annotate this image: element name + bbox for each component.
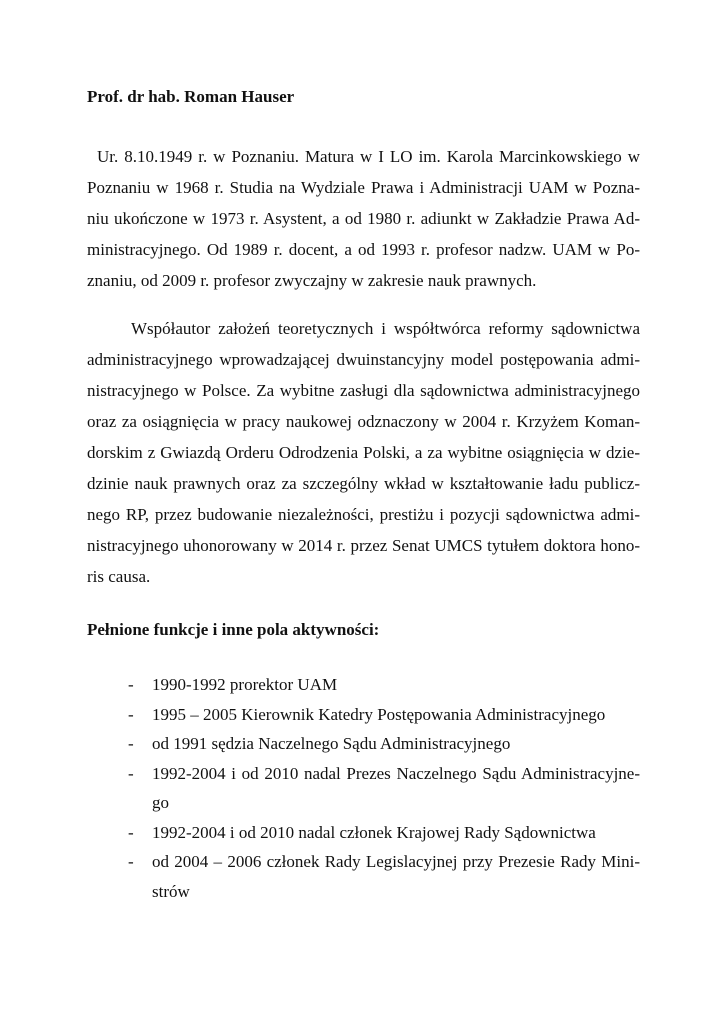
list-bullet: - bbox=[128, 763, 134, 783]
paragraph-line: ris causa. bbox=[87, 567, 151, 586]
paragraph-line: nego RP, przez budowanie niezależności, prestiżu i pozycji sądownictwa admi- bbox=[87, 505, 640, 524]
list-item bbox=[87, 847, 640, 906]
list-item-text: od 1991 sędzia Naczelnego Sądu Administracyjnego bbox=[152, 734, 511, 753]
paragraph-line: oraz za osiągnięcia w pracy naukowej odznaczony w 2004 r. Krzyżem Koman- bbox=[87, 412, 640, 431]
list-bullet: - bbox=[128, 734, 134, 753]
functions-list bbox=[87, 670, 640, 906]
paragraph-line: Ur. 8.10.1949 r. w Poznaniu. Matura w I LO im. Karola Marcinkowskiego w bbox=[97, 147, 640, 166]
section-heading: Pełnione funkcje i inne pola aktywności: bbox=[87, 620, 380, 639]
list-item bbox=[87, 729, 640, 759]
paragraph-line: znaniu, od 2009 r. profesor zwyczajny w zakresie nauk prawnych. bbox=[87, 271, 537, 290]
biography-paragraph bbox=[87, 141, 640, 296]
paragraph-line: nistracyjnego w Polsce. Za wybitne zasługi dla sądownictwa administracyjnego bbox=[87, 381, 640, 400]
list-bullet: - bbox=[128, 822, 134, 842]
paragraph-line: administracyjnego wprowadzającej dwuinstancyjny model postępowania admi- bbox=[87, 350, 640, 369]
list-item bbox=[87, 700, 640, 730]
list-item-text-continuation: strów bbox=[152, 881, 190, 901]
list-item-text: 1995 – 2005 Kierownik Katedry Postępowania Administracyjnego bbox=[152, 704, 606, 724]
paragraph-line: niu ukończone w 1973 r. Asystent, a od 1980 r. adiunkt w Zakładzie Prawa Ad- bbox=[87, 209, 640, 228]
list-bullet: - bbox=[128, 704, 134, 724]
paragraph-line: dzinie nauk prawnych oraz za szczególny wkład w kształtowanie ładu publicz- bbox=[87, 474, 640, 493]
list-item bbox=[87, 818, 640, 848]
document-title: Prof. dr hab. Roman Hauser bbox=[87, 87, 295, 106]
list-item-text: 1992-2004 i od 2010 nadal Prezes Naczelnego Sądu Administracyjne- bbox=[152, 763, 640, 783]
list-item bbox=[87, 670, 640, 700]
list-bullet: - bbox=[128, 675, 134, 694]
paragraph-line: Poznaniu w 1968 r. Studia na Wydziale Prawa i Administracji UAM w Pozna- bbox=[87, 178, 640, 197]
list-item-text: 1992-2004 i od 2010 nadal członek Krajowej Rady Sądownictwa bbox=[152, 822, 596, 842]
paragraph-line: dorskim z Gwiazdą Orderu Odrodzenia Polski, a za wybitne osiągnięcia w dzie- bbox=[87, 443, 640, 462]
list-item-text: 1990-1992 prorektor UAM bbox=[152, 675, 338, 694]
list-bullet: - bbox=[128, 852, 134, 871]
list-item-text-continuation: go bbox=[152, 793, 169, 812]
paragraph-line: nistracyjnego uhonorowany w 2014 r. przez Senat UMCS tytułem doktora hono- bbox=[87, 536, 640, 555]
paragraph-line: ministracyjnego. Od 1989 r. docent, a od 1993 r. profesor nadzw. UAM w Po- bbox=[87, 240, 640, 259]
list-item-text: od 2004 – 2006 członek Rady Legislacyjnej przy Prezesie Rady Mini- bbox=[152, 852, 640, 871]
achievements-paragraph bbox=[87, 313, 640, 592]
list-item bbox=[87, 759, 640, 818]
paragraph-line: Współautor założeń teoretycznych i współtwórca reformy sądownictwa bbox=[131, 319, 640, 338]
